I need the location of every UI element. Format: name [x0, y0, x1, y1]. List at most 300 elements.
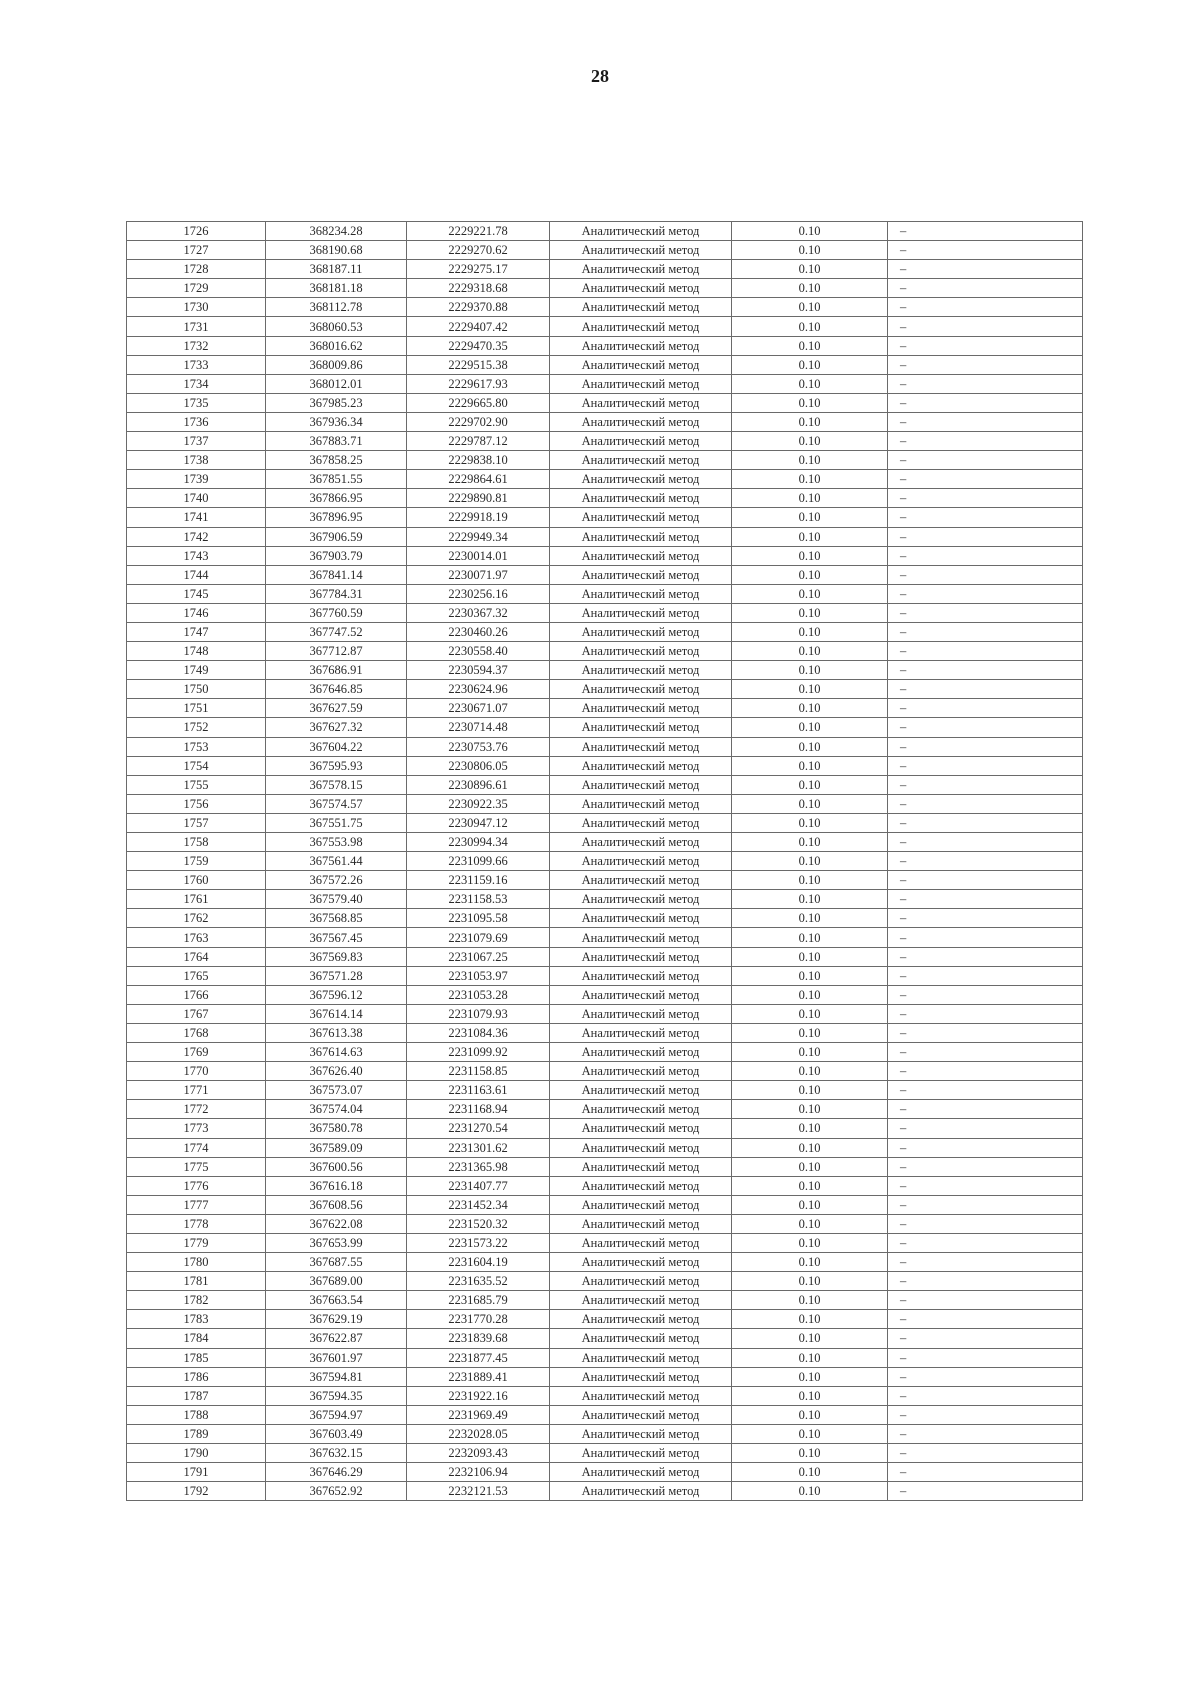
table-row: [127, 1272, 1083, 1291]
method-cell: Аналитический метод: [550, 565, 732, 584]
x-coordinate-cell: 367760.59: [266, 603, 407, 622]
table-row: [127, 527, 1083, 546]
table-row: [127, 737, 1083, 756]
y-coordinate-cell: 2229864.61: [407, 470, 550, 489]
table-row: [127, 1463, 1083, 1482]
method-cell: Аналитический метод: [550, 1253, 732, 1272]
x-coordinate-cell: 368012.01: [266, 374, 407, 393]
method-cell: Аналитический метод: [550, 1348, 732, 1367]
accuracy-cell: 0.10: [732, 966, 888, 985]
x-coordinate-cell: 367686.91: [266, 661, 407, 680]
x-coordinate-cell: 367689.00: [266, 1272, 407, 1291]
y-coordinate-cell: 2230624.96: [407, 680, 550, 699]
y-coordinate-cell: 2229318.68: [407, 279, 550, 298]
point-number-cell: 1778: [127, 1214, 266, 1233]
point-number-cell: 1726: [127, 222, 266, 241]
table-row: [127, 775, 1083, 794]
table-row: [127, 1119, 1083, 1138]
method-cell: Аналитический метод: [550, 1138, 732, 1157]
point-number-cell: 1787: [127, 1386, 266, 1405]
note-cell: –: [888, 833, 1083, 852]
table-row: [127, 1329, 1083, 1348]
x-coordinate-cell: 367903.79: [266, 546, 407, 565]
accuracy-cell: 0.10: [732, 1348, 888, 1367]
note-cell: –: [888, 794, 1083, 813]
table-row: [127, 1023, 1083, 1042]
point-number-cell: 1754: [127, 756, 266, 775]
point-number-cell: 1792: [127, 1482, 266, 1501]
accuracy-cell: 0.10: [732, 260, 888, 279]
y-coordinate-cell: 2231053.97: [407, 966, 550, 985]
accuracy-cell: 0.10: [732, 1157, 888, 1176]
accuracy-cell: 0.10: [732, 565, 888, 584]
point-number-cell: 1766: [127, 985, 266, 1004]
note-cell: –: [888, 680, 1083, 699]
note-cell: –: [888, 546, 1083, 565]
point-number-cell: 1791: [127, 1463, 266, 1482]
method-cell: Аналитический метод: [550, 852, 732, 871]
point-number-cell: 1786: [127, 1367, 266, 1386]
note-cell: –: [888, 1233, 1083, 1252]
table-row: [127, 852, 1083, 871]
x-coordinate-cell: 367858.25: [266, 451, 407, 470]
y-coordinate-cell: 2229949.34: [407, 527, 550, 546]
accuracy-cell: 0.10: [732, 985, 888, 1004]
y-coordinate-cell: 2231079.93: [407, 1004, 550, 1023]
note-cell: –: [888, 432, 1083, 451]
table-row: [127, 966, 1083, 985]
accuracy-cell: 0.10: [732, 603, 888, 622]
point-number-cell: 1772: [127, 1100, 266, 1119]
point-number-cell: 1783: [127, 1310, 266, 1329]
x-coordinate-cell: 367632.15: [266, 1444, 407, 1463]
y-coordinate-cell: 2231053.28: [407, 985, 550, 1004]
table-row: [127, 947, 1083, 966]
y-coordinate-cell: 2231270.54: [407, 1119, 550, 1138]
accuracy-cell: 0.10: [732, 1100, 888, 1119]
point-number-cell: 1730: [127, 298, 266, 317]
note-cell: –: [888, 1062, 1083, 1081]
note-cell: –: [888, 527, 1083, 546]
accuracy-cell: 0.10: [732, 1310, 888, 1329]
point-number-cell: 1734: [127, 374, 266, 393]
x-coordinate-cell: 367600.56: [266, 1157, 407, 1176]
accuracy-cell: 0.10: [732, 451, 888, 470]
method-cell: Аналитический метод: [550, 1214, 732, 1233]
table-row: [127, 222, 1083, 241]
method-cell: Аналитический метод: [550, 489, 732, 508]
table-row: [127, 393, 1083, 412]
x-coordinate-cell: 367627.32: [266, 718, 407, 737]
x-coordinate-cell: 367579.40: [266, 890, 407, 909]
accuracy-cell: 0.10: [732, 890, 888, 909]
x-coordinate-cell: 367578.15: [266, 775, 407, 794]
table-row: [127, 584, 1083, 603]
method-cell: Аналитический метод: [550, 1233, 732, 1252]
table-row: [127, 1195, 1083, 1214]
table-row: [127, 546, 1083, 565]
x-coordinate-cell: 367572.26: [266, 871, 407, 890]
point-number-cell: 1753: [127, 737, 266, 756]
y-coordinate-cell: 2229787.12: [407, 432, 550, 451]
y-coordinate-cell: 2231969.49: [407, 1405, 550, 1424]
point-number-cell: 1779: [127, 1233, 266, 1252]
note-cell: –: [888, 1367, 1083, 1386]
point-number-cell: 1775: [127, 1157, 266, 1176]
x-coordinate-cell: 367567.45: [266, 928, 407, 947]
method-cell: Аналитический метод: [550, 985, 732, 1004]
accuracy-cell: 0.10: [732, 737, 888, 756]
method-cell: Аналитический метод: [550, 928, 732, 947]
point-number-cell: 1756: [127, 794, 266, 813]
accuracy-cell: 0.10: [732, 1214, 888, 1233]
method-cell: Аналитический метод: [550, 909, 732, 928]
point-number-cell: 1731: [127, 317, 266, 336]
x-coordinate-cell: 367603.49: [266, 1424, 407, 1443]
y-coordinate-cell: 2229918.19: [407, 508, 550, 527]
note-cell: –: [888, 1253, 1083, 1272]
method-cell: Аналитический метод: [550, 1424, 732, 1443]
table-row: [127, 336, 1083, 355]
accuracy-cell: 0.10: [732, 1081, 888, 1100]
point-number-cell: 1735: [127, 393, 266, 412]
point-number-cell: 1777: [127, 1195, 266, 1214]
x-coordinate-cell: 367906.59: [266, 527, 407, 546]
x-coordinate-cell: 367569.83: [266, 947, 407, 966]
accuracy-cell: 0.10: [732, 317, 888, 336]
x-coordinate-cell: 367627.59: [266, 699, 407, 718]
table-row: [127, 1310, 1083, 1329]
point-number-cell: 1737: [127, 432, 266, 451]
method-cell: Аналитический метод: [550, 1444, 732, 1463]
accuracy-cell: 0.10: [732, 909, 888, 928]
x-coordinate-cell: 367626.40: [266, 1062, 407, 1081]
accuracy-cell: 0.10: [732, 1291, 888, 1310]
note-cell: –: [888, 412, 1083, 431]
method-cell: Аналитический метод: [550, 680, 732, 699]
table-row: [127, 1405, 1083, 1424]
y-coordinate-cell: 2230922.35: [407, 794, 550, 813]
y-coordinate-cell: 2229515.38: [407, 355, 550, 374]
point-number-cell: 1765: [127, 966, 266, 985]
point-number-cell: 1769: [127, 1043, 266, 1062]
table-row: [127, 508, 1083, 527]
x-coordinate-cell: 367574.57: [266, 794, 407, 813]
point-number-cell: 1742: [127, 527, 266, 546]
y-coordinate-cell: 2231365.98: [407, 1157, 550, 1176]
note-cell: –: [888, 489, 1083, 508]
y-coordinate-cell: 2230460.26: [407, 622, 550, 641]
x-coordinate-cell: 367580.78: [266, 1119, 407, 1138]
accuracy-cell: 0.10: [732, 813, 888, 832]
note-cell: –: [888, 1100, 1083, 1119]
note-cell: –: [888, 775, 1083, 794]
accuracy-cell: 0.10: [732, 833, 888, 852]
y-coordinate-cell: 2232106.94: [407, 1463, 550, 1482]
y-coordinate-cell: 2231573.22: [407, 1233, 550, 1252]
table-row: [127, 1386, 1083, 1405]
accuracy-cell: 0.10: [732, 680, 888, 699]
x-coordinate-cell: 367613.38: [266, 1023, 407, 1042]
table-row: [127, 1253, 1083, 1272]
table-row: [127, 241, 1083, 260]
table-row: [127, 1081, 1083, 1100]
note-cell: –: [888, 890, 1083, 909]
x-coordinate-cell: 367571.28: [266, 966, 407, 985]
table-row: [127, 1214, 1083, 1233]
accuracy-cell: 0.10: [732, 699, 888, 718]
accuracy-cell: 0.10: [732, 928, 888, 947]
note-cell: –: [888, 241, 1083, 260]
table-row: [127, 1291, 1083, 1310]
accuracy-cell: 0.10: [732, 298, 888, 317]
table-row: [127, 794, 1083, 813]
y-coordinate-cell: 2231095.58: [407, 909, 550, 928]
y-coordinate-cell: 2231604.19: [407, 1253, 550, 1272]
note-cell: –: [888, 642, 1083, 661]
x-coordinate-cell: 367784.31: [266, 584, 407, 603]
x-coordinate-cell: 367653.99: [266, 1233, 407, 1252]
note-cell: –: [888, 1157, 1083, 1176]
accuracy-cell: 0.10: [732, 412, 888, 431]
method-cell: Аналитический метод: [550, 1367, 732, 1386]
note-cell: –: [888, 1195, 1083, 1214]
y-coordinate-cell: 2231099.92: [407, 1043, 550, 1062]
x-coordinate-cell: 367595.93: [266, 756, 407, 775]
method-cell: Аналитический метод: [550, 756, 732, 775]
y-coordinate-cell: 2231839.68: [407, 1329, 550, 1348]
accuracy-cell: 0.10: [732, 527, 888, 546]
accuracy-cell: 0.10: [732, 1138, 888, 1157]
table-row: [127, 1157, 1083, 1176]
note-cell: –: [888, 756, 1083, 775]
method-cell: Аналитический метод: [550, 470, 732, 489]
method-cell: Аналитический метод: [550, 1386, 732, 1405]
x-coordinate-cell: 367622.08: [266, 1214, 407, 1233]
method-cell: Аналитический метод: [550, 508, 732, 527]
note-cell: –: [888, 222, 1083, 241]
table-row: [127, 432, 1083, 451]
point-number-cell: 1752: [127, 718, 266, 737]
y-coordinate-cell: 2229890.81: [407, 489, 550, 508]
method-cell: Аналитический метод: [550, 1405, 732, 1424]
method-cell: Аналитический метод: [550, 794, 732, 813]
table-row: [127, 1100, 1083, 1119]
x-coordinate-cell: 368181.18: [266, 279, 407, 298]
y-coordinate-cell: 2231301.62: [407, 1138, 550, 1157]
y-coordinate-cell: 2231163.61: [407, 1081, 550, 1100]
y-coordinate-cell: 2230947.12: [407, 813, 550, 832]
point-number-cell: 1757: [127, 813, 266, 832]
accuracy-cell: 0.10: [732, 642, 888, 661]
x-coordinate-cell: 367866.95: [266, 489, 407, 508]
x-coordinate-cell: 368016.62: [266, 336, 407, 355]
y-coordinate-cell: 2231079.69: [407, 928, 550, 947]
x-coordinate-cell: 368187.11: [266, 260, 407, 279]
accuracy-cell: 0.10: [732, 432, 888, 451]
note-cell: –: [888, 1348, 1083, 1367]
note-cell: –: [888, 508, 1083, 527]
point-number-cell: 1746: [127, 603, 266, 622]
x-coordinate-cell: 367896.95: [266, 508, 407, 527]
table-row: [127, 756, 1083, 775]
table-row: [127, 1138, 1083, 1157]
point-number-cell: 1788: [127, 1405, 266, 1424]
method-cell: Аналитический метод: [550, 1023, 732, 1042]
point-number-cell: 1736: [127, 412, 266, 431]
method-cell: Аналитический метод: [550, 947, 732, 966]
method-cell: Аналитический метод: [550, 622, 732, 641]
x-coordinate-cell: 367608.56: [266, 1195, 407, 1214]
note-cell: –: [888, 603, 1083, 622]
x-coordinate-cell: 368112.78: [266, 298, 407, 317]
point-number-cell: 1789: [127, 1424, 266, 1443]
method-cell: Аналитический метод: [550, 451, 732, 470]
x-coordinate-cell: 367596.12: [266, 985, 407, 1004]
y-coordinate-cell: 2229617.93: [407, 374, 550, 393]
accuracy-cell: 0.10: [732, 508, 888, 527]
y-coordinate-cell: 2231889.41: [407, 1367, 550, 1386]
note-cell: –: [888, 565, 1083, 584]
point-number-cell: 1729: [127, 279, 266, 298]
y-coordinate-cell: 2231099.66: [407, 852, 550, 871]
point-number-cell: 1747: [127, 622, 266, 641]
point-number-cell: 1744: [127, 565, 266, 584]
accuracy-cell: 0.10: [732, 1195, 888, 1214]
y-coordinate-cell: 2229665.80: [407, 393, 550, 412]
method-cell: Аналитический метод: [550, 1157, 732, 1176]
method-cell: Аналитический метод: [550, 527, 732, 546]
y-coordinate-cell: 2230367.32: [407, 603, 550, 622]
note-cell: –: [888, 1424, 1083, 1443]
point-number-cell: 1739: [127, 470, 266, 489]
point-number-cell: 1759: [127, 852, 266, 871]
note-cell: –: [888, 336, 1083, 355]
table-row: [127, 317, 1083, 336]
method-cell: Аналитический метод: [550, 1291, 732, 1310]
table-row: [127, 1444, 1083, 1463]
point-number-cell: 1781: [127, 1272, 266, 1291]
method-cell: Аналитический метод: [550, 1176, 732, 1195]
note-cell: –: [888, 584, 1083, 603]
point-number-cell: 1774: [127, 1138, 266, 1157]
point-number-cell: 1768: [127, 1023, 266, 1042]
accuracy-cell: 0.10: [732, 718, 888, 737]
accuracy-cell: 0.10: [732, 947, 888, 966]
method-cell: Аналитический метод: [550, 1463, 732, 1482]
note-cell: –: [888, 470, 1083, 489]
note-cell: –: [888, 737, 1083, 756]
point-number-cell: 1758: [127, 833, 266, 852]
x-coordinate-cell: 367604.22: [266, 737, 407, 756]
coordinates-table: [126, 221, 1083, 1501]
point-number-cell: 1790: [127, 1444, 266, 1463]
y-coordinate-cell: 2231635.52: [407, 1272, 550, 1291]
point-number-cell: 1762: [127, 909, 266, 928]
y-coordinate-cell: 2231159.16: [407, 871, 550, 890]
method-cell: Аналитический метод: [550, 1482, 732, 1501]
table-row: [127, 1367, 1083, 1386]
accuracy-cell: 0.10: [732, 336, 888, 355]
accuracy-cell: 0.10: [732, 1367, 888, 1386]
y-coordinate-cell: 2231084.36: [407, 1023, 550, 1042]
x-coordinate-cell: 368060.53: [266, 317, 407, 336]
y-coordinate-cell: 2229221.78: [407, 222, 550, 241]
table-row: [127, 642, 1083, 661]
x-coordinate-cell: 367589.09: [266, 1138, 407, 1157]
note-cell: –: [888, 909, 1083, 928]
note-cell: –: [888, 985, 1083, 1004]
method-cell: Аналитический метод: [550, 298, 732, 317]
accuracy-cell: 0.10: [732, 1253, 888, 1272]
note-cell: –: [888, 1004, 1083, 1023]
method-cell: Аналитический метод: [550, 1004, 732, 1023]
table-row: [127, 928, 1083, 947]
table-row: [127, 1062, 1083, 1081]
x-coordinate-cell: 367601.97: [266, 1348, 407, 1367]
accuracy-cell: 0.10: [732, 584, 888, 603]
x-coordinate-cell: 367936.34: [266, 412, 407, 431]
y-coordinate-cell: 2231158.85: [407, 1062, 550, 1081]
y-coordinate-cell: 2231877.45: [407, 1348, 550, 1367]
y-coordinate-cell: 2229407.42: [407, 317, 550, 336]
x-coordinate-cell: 367985.23: [266, 393, 407, 412]
y-coordinate-cell: 2229270.62: [407, 241, 550, 260]
x-coordinate-cell: 367841.14: [266, 565, 407, 584]
note-cell: –: [888, 718, 1083, 737]
table-row: [127, 680, 1083, 699]
method-cell: Аналитический метод: [550, 871, 732, 890]
x-coordinate-cell: 367594.81: [266, 1367, 407, 1386]
accuracy-cell: 0.10: [732, 1329, 888, 1348]
x-coordinate-cell: 367568.85: [266, 909, 407, 928]
point-number-cell: 1782: [127, 1291, 266, 1310]
table-row: [127, 279, 1083, 298]
method-cell: Аналитический метод: [550, 966, 732, 985]
y-coordinate-cell: 2230594.37: [407, 661, 550, 680]
y-coordinate-cell: 2231770.28: [407, 1310, 550, 1329]
note-cell: –: [888, 355, 1083, 374]
method-cell: Аналитический метод: [550, 1272, 732, 1291]
table-row: [127, 451, 1083, 470]
table-row: [127, 718, 1083, 737]
table-row: [127, 298, 1083, 317]
method-cell: Аналитический метод: [550, 813, 732, 832]
method-cell: Аналитический метод: [550, 241, 732, 260]
x-coordinate-cell: 367687.55: [266, 1253, 407, 1272]
method-cell: Аналитический метод: [550, 718, 732, 737]
note-cell: –: [888, 1444, 1083, 1463]
accuracy-cell: 0.10: [732, 1463, 888, 1482]
point-number-cell: 1741: [127, 508, 266, 527]
note-cell: –: [888, 1043, 1083, 1062]
note-cell: –: [888, 317, 1083, 336]
note-cell: –: [888, 928, 1083, 947]
note-cell: –: [888, 1272, 1083, 1291]
point-number-cell: 1780: [127, 1253, 266, 1272]
method-cell: Аналитический метод: [550, 355, 732, 374]
table-row: [127, 260, 1083, 279]
point-number-cell: 1748: [127, 642, 266, 661]
note-cell: –: [888, 451, 1083, 470]
method-cell: Аналитический метод: [550, 661, 732, 680]
note-cell: –: [888, 1386, 1083, 1405]
point-number-cell: 1755: [127, 775, 266, 794]
accuracy-cell: 0.10: [732, 1176, 888, 1195]
x-coordinate-cell: 367747.52: [266, 622, 407, 641]
y-coordinate-cell: 2230753.76: [407, 737, 550, 756]
table-row: [127, 1348, 1083, 1367]
